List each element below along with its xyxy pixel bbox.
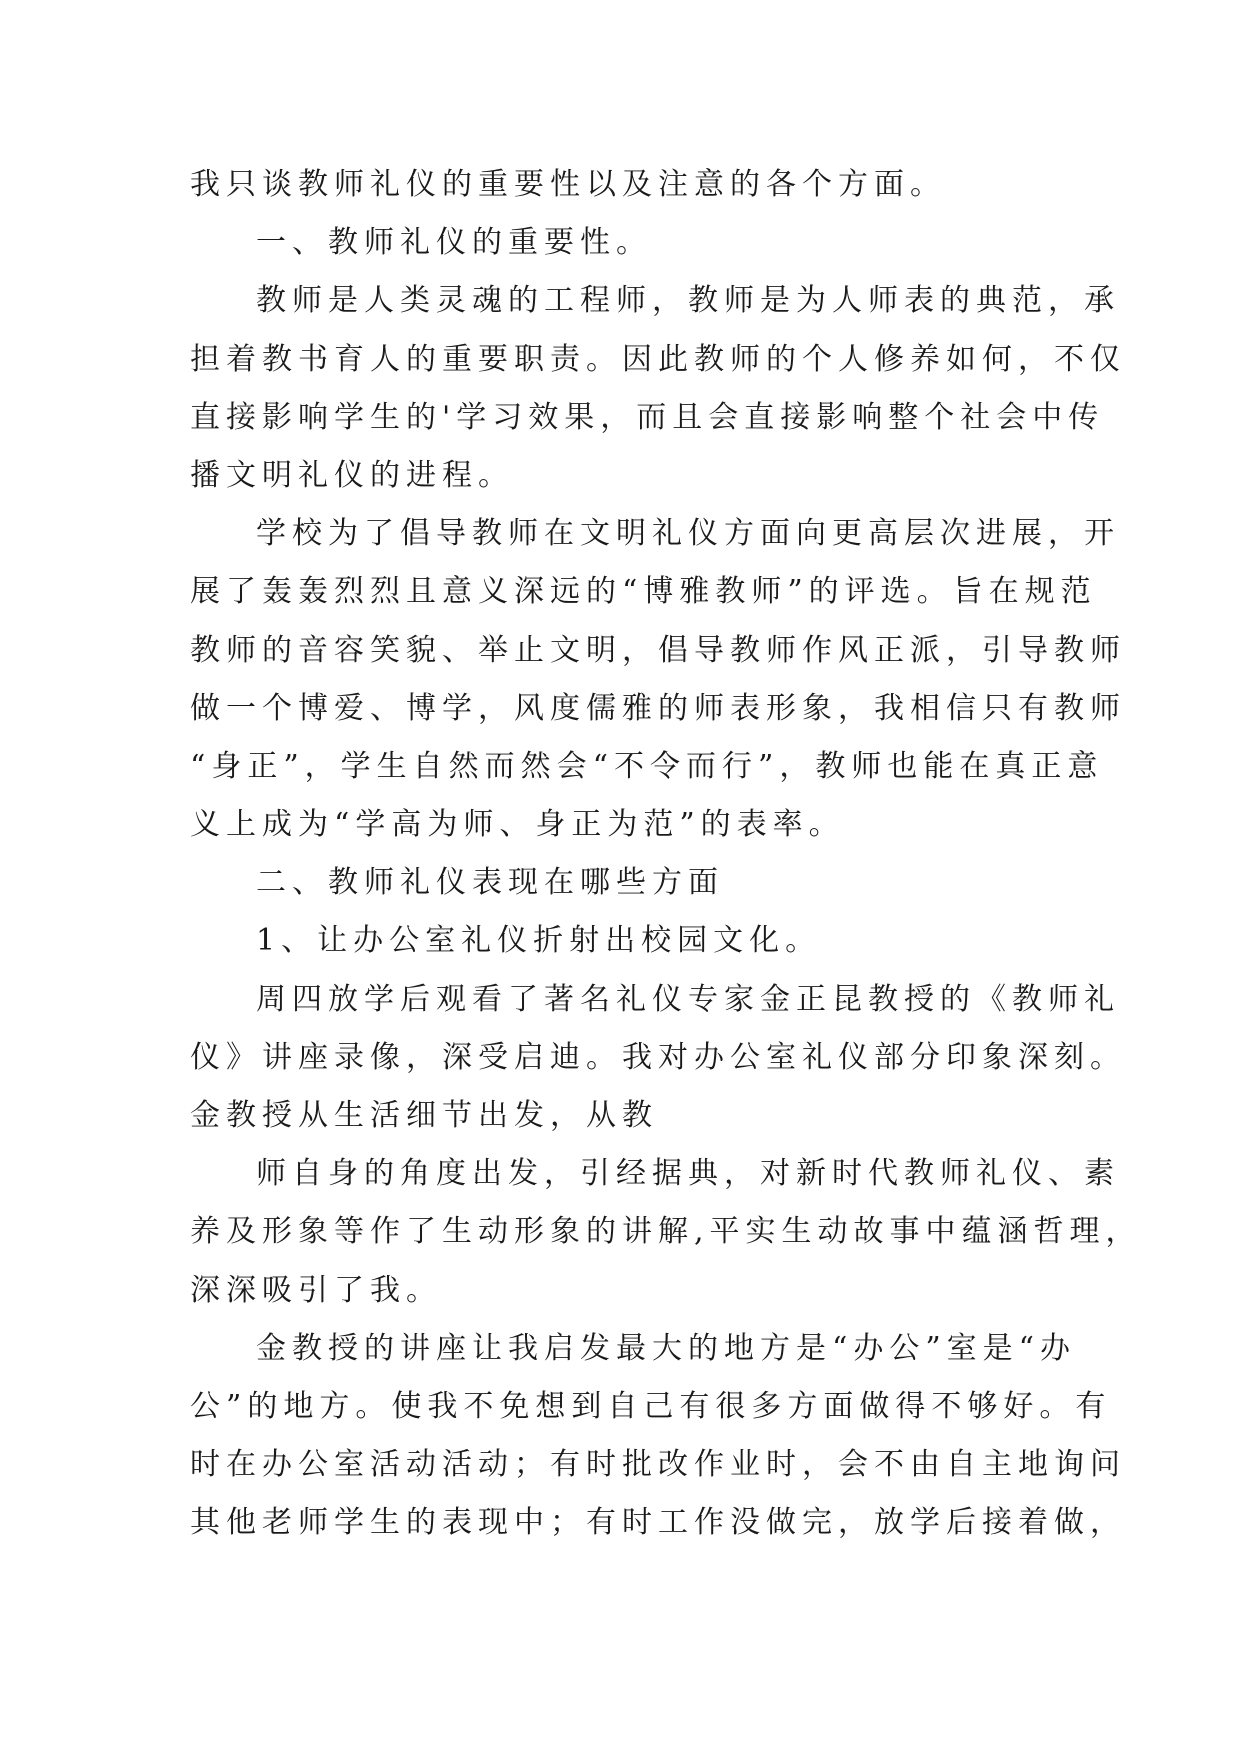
text-line: 公”的地方。使我不免想到自己有很多方面做得不够好。有: [190, 1388, 1112, 1424]
text-line: 直接影响学生的'学习效果，而且会直接影响整个社会中传: [190, 399, 1105, 435]
text-line: 教师的音容笑貌、举止文明，倡导教师作风正派，引导教师: [190, 632, 1126, 668]
text-line: 教师是人类灵魂的工程师，教师是为人师表的典范，承: [256, 283, 1120, 319]
text-line: 我只谈教师礼仪的重要性以及注意的各个方面。: [190, 167, 946, 202]
text-line: 展了轰轰烈烈且意义深远的“博雅教师”的评选。旨在规范: [190, 574, 1097, 610]
text-line: “身正”，学生自然而然会“不令而行”，教师也能在真正意: [190, 748, 1104, 784]
text-line: 做一个博爱、博学，风度儒雅的师表形象，我相信只有教师: [190, 690, 1126, 726]
text-line: 播文明礼仪的进程。: [190, 457, 514, 493]
text-line: 担着教书育人的重要职责。因此教师的个人修养如何，不仅: [190, 341, 1126, 377]
text-line: 周四放学后观看了著名礼仪专家金正昆教授的《教师礼: [256, 981, 1120, 1017]
document-body: [190, 156, 1142, 1553]
text-line: 金教授的讲座让我启发最大的地方是“办公”室是“办: [256, 1330, 1077, 1366]
section-heading: 一、教师礼仪的重要性。: [256, 225, 652, 261]
subsection-heading: 1、让办公室礼仪折射出校园文化。: [256, 923, 822, 959]
text-line: 仪》讲座录像，深受启迪。我对办公室礼仪部分印象深刻。: [190, 1039, 1126, 1075]
text-line: 义上成为“学高为师、身正为范”的表率。: [190, 807, 845, 843]
text-line: 学校为了倡导教师在文明礼仪方面向更高层次进展，开: [256, 516, 1120, 552]
text-line: 深深吸引了我。: [190, 1272, 442, 1308]
text-line: 养及形象等作了生动形象的讲解,平实生动故事中蕴涵哲理，: [190, 1214, 1142, 1250]
text-line: 金教授从生活细节出发，从教: [190, 1098, 658, 1133]
section-heading: 二、教师礼仪表现在哪些方面: [256, 865, 724, 901]
text-line: 师自身的角度出发，引经据典，对新时代教师礼仪、素: [256, 1156, 1120, 1192]
text-line: 时在办公室活动活动；有时批改作业时，会不由自主地询问: [190, 1447, 1126, 1483]
text-line: 其他老师学生的表现中；有时工作没做完，放学后接着做，: [190, 1505, 1126, 1541]
